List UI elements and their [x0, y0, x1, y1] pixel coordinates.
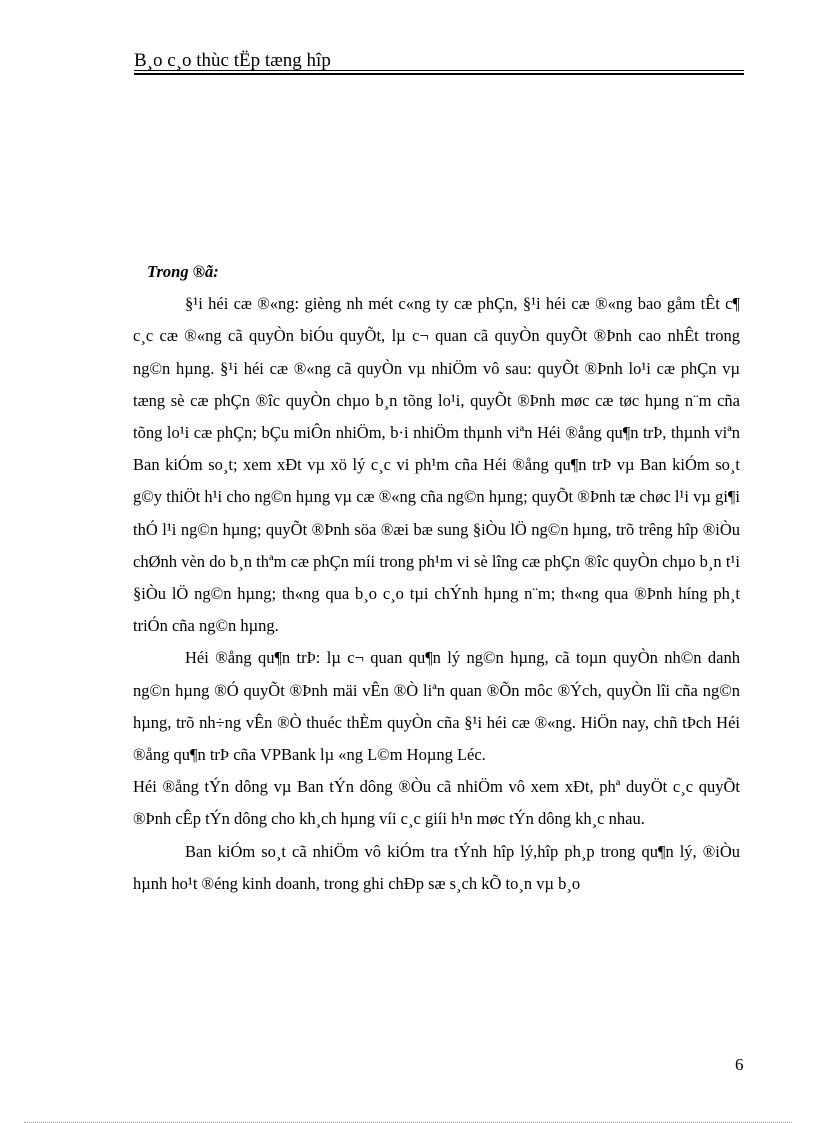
- document-body: [133, 256, 740, 900]
- header-rule-thick: [134, 73, 744, 75]
- paragraph-general-meeting: §¹i héi cæ ®«ng: gièng nh mét c«ng ty cæ phÇn, §¹i héi cæ ®«ng bao gåm tÊt c¶ c¸c cæ ®«ng cã quyÒn biÓu quyÕt, lµ c¬ quan cã quyÒn quyÕt ®Þnh cao nhÊt trong ng©n hµng. §¹i héi cæ ®«ng cã quyÒn vµ nhiÖm vô sau: quyÕt ®Þnh lo¹i cæ phÇn vµ tæng sè cæ phÇn ®îc quyÒn chµo b¸n tõng lo¹i, quyÕt ®Þnh møc cæ tøc hµng n¨m cña tõng lo¹i cæ phÇn; bÇu miÔn nhiÖm, b·i nhiÖm thµnh viªn Héi ®ång qu¶n trÞ, thµnh viªn Ban kiÓm so¸t; xem xÐt vµ xö lý c¸c vi ph¹m cña Héi ®ång qu¶n trÞ vµ Ban kiÓm so¸t g©y thiÖt h¹i cho ng©n hµng vµ cæ ®«ng cña ng©n hµng; quyÕt ®Þnh tæ chøc l¹i vµ gi¶i thÓ l¹i ng©n hµng; quyÕt ®Þnh söa ®æi bæ sung §iÒu lÖ ng©n hµng, trõ trêng hîp ®iÒu chØnh vèn do b¸n thªm cæ phÇn míi trong ph¹m vi sè lîng cæ phÇn ®îc quyÒn chµo b¸n t¹i §iÒu lÖ ng©n hµng; th«ng qua b¸o c¸o tµi chÝnh hµng n¨m; th«ng qua ®Þnh híng ph¸t triÓn cña ng©n hµng.: [133, 294, 740, 636]
- header-title: B¸o c¸o thùc tËp tæng hîp: [134, 50, 331, 71]
- page-number: 6: [735, 1055, 744, 1074]
- paragraph-board-of-directors: Héi ®ång qu¶n trÞ: lµ c¬ quan qu¶n lý ng©n hµng, cã toµn quyÒn nh©n danh ng©n hµng ®Ó quyÕt ®Þnh mäi vÊn ®Ò liªn quan ®Õn môc ®Ých, quyÒn lîi cña ng©n hµng, trõ nh÷ng vÊn ®Ò thuéc thÈm quyÒn cña §¹i héi cæ ®«ng. HiÖn nay, chñ tÞch Héi ®ång qu¶n trÞ cña VPBank lµ «ng L©m Hoµng Léc.: [133, 648, 740, 765]
- page-header: [134, 50, 744, 74]
- paragraph-supervisory-board: Ban kiÓm so¸t cã nhiÖm vô kiÓm tra tÝnh hîp lý,hîp ph¸p trong qu¶n lý, ®iÒu hµnh ho¹t ®éng kinh doanh, trong ghi chÐp sæ s¸ch kÕ to¸n vµ b¸o: [133, 841, 740, 893]
- section-label: Trong ®ã:: [147, 262, 219, 281]
- paragraph-credit-council: Héi ®ång tÝn dông vµ Ban tÝn dông ®Òu cã nhiÖm vô xem xÐt, phª duyÖt c¸c quyÕt ®Þnh cÊp tÝn dông cho kh¸ch hµng víi c¸c giíi h¹n møc tÝn dông kh¸c nhau.: [133, 777, 740, 829]
- header-rule-thin: [134, 70, 744, 71]
